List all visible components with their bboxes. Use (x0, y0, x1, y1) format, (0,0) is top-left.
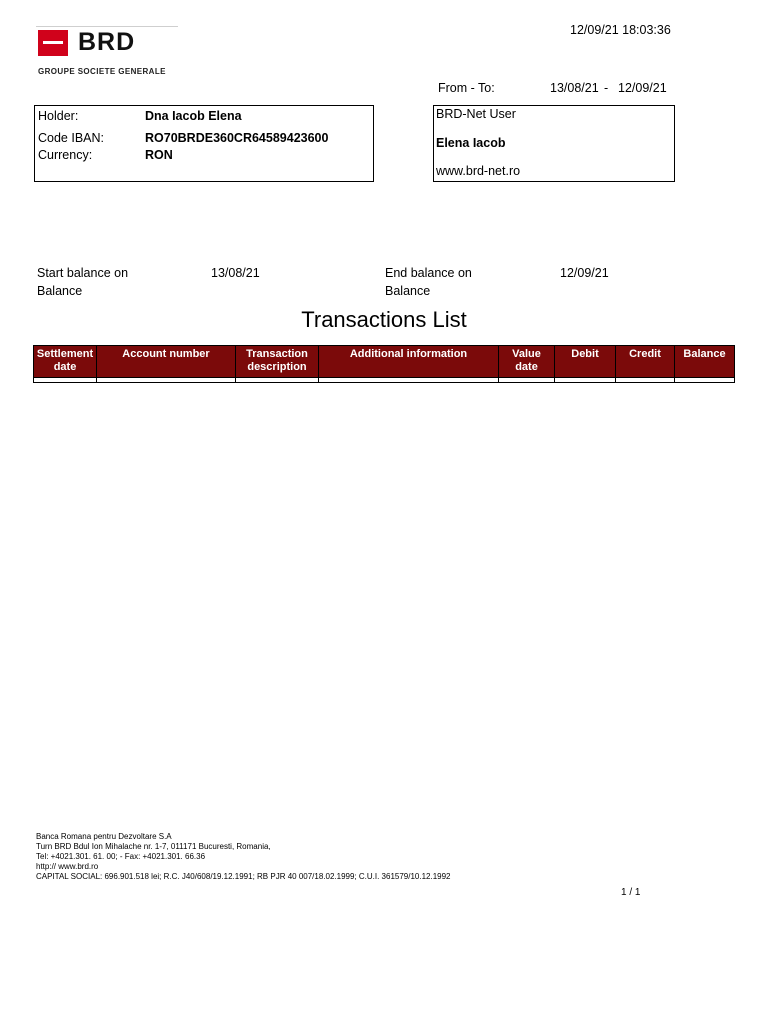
transactions-title: Transactions List (301, 307, 467, 332)
holder-value: Dna Iacob Elena (145, 109, 242, 123)
end-balance-label: End balance on (385, 266, 472, 280)
period-from: 13/08/21 (550, 81, 599, 95)
print-timestamp: 12/09/21 18:03:36 (570, 23, 671, 37)
period-to: 12/09/21 (618, 81, 667, 95)
currency-label: Currency: (38, 148, 93, 162)
holder-label: Holder: (38, 109, 79, 123)
column-header: Additional information (319, 346, 499, 378)
column-header: Credit (616, 346, 675, 378)
bank-footer (36, 832, 451, 882)
table-cell (97, 378, 236, 383)
logo-rule (36, 26, 178, 27)
start-balance-date: 13/08/21 (211, 266, 260, 280)
column-header: Account number (97, 346, 236, 378)
table-cell (236, 378, 319, 383)
iban-value: RO70BRDE360CR64589423600 (145, 131, 329, 145)
end-balance-date: 12/09/21 (560, 266, 609, 280)
brand-name: BRD (78, 28, 136, 56)
website-link[interactable]: www.brd-net.ro (436, 164, 521, 178)
table-header-row (34, 346, 735, 378)
transactions-table (33, 345, 735, 383)
start-balance-value-label: Balance (37, 284, 83, 298)
footer-line: http:// www.brd.ro (36, 862, 99, 871)
brd-logo-icon (38, 30, 68, 56)
table-cell (675, 378, 735, 383)
user-name: Elena Iacob (436, 136, 506, 150)
column-header: Settlement date (34, 346, 97, 378)
end-balance-value-label: Balance (385, 284, 431, 298)
footer-line: Tel: +4021.301. 61. 00; - Fax: +4021.301. 66.36 (36, 852, 206, 861)
table-cell (616, 378, 675, 383)
brand-subtitle: GROUPE SOCIETE GENERALE (38, 67, 166, 76)
period-separator: - (604, 81, 609, 95)
footer-line: Turn BRD Bdul Ion Mihalache nr. 1-7, 011171 Bucuresti, Romania, (36, 842, 271, 851)
column-header: Transaction description (236, 346, 319, 378)
column-header: Balance (675, 346, 735, 378)
user-box (433, 105, 675, 182)
start-balance-label: Start balance on (37, 266, 129, 280)
footer-line: CAPITAL SOCIAL: 696.901.518 lei; R.C. J40/608/19.12.1991; RB PJR 40 007/18.02.1999; C.U.I. 361579/10.12.1992 (36, 872, 451, 881)
footer-line: Banca Romana pentru Dezvoltare S.A (36, 832, 172, 841)
holder-box (34, 105, 374, 182)
column-header: Debit (555, 346, 616, 378)
table-cell (499, 378, 555, 383)
column-header: Value date (499, 346, 555, 378)
currency-value: RON (145, 148, 173, 162)
page-number: 1 / 1 (621, 887, 641, 898)
iban-label: Code IBAN: (38, 131, 105, 145)
table-cell (555, 378, 616, 383)
table-row (34, 378, 735, 383)
table-cell (319, 378, 499, 383)
period-label: From - To: (438, 81, 495, 95)
table-cell (34, 378, 97, 383)
user-box-title: BRD-Net User (436, 107, 516, 121)
